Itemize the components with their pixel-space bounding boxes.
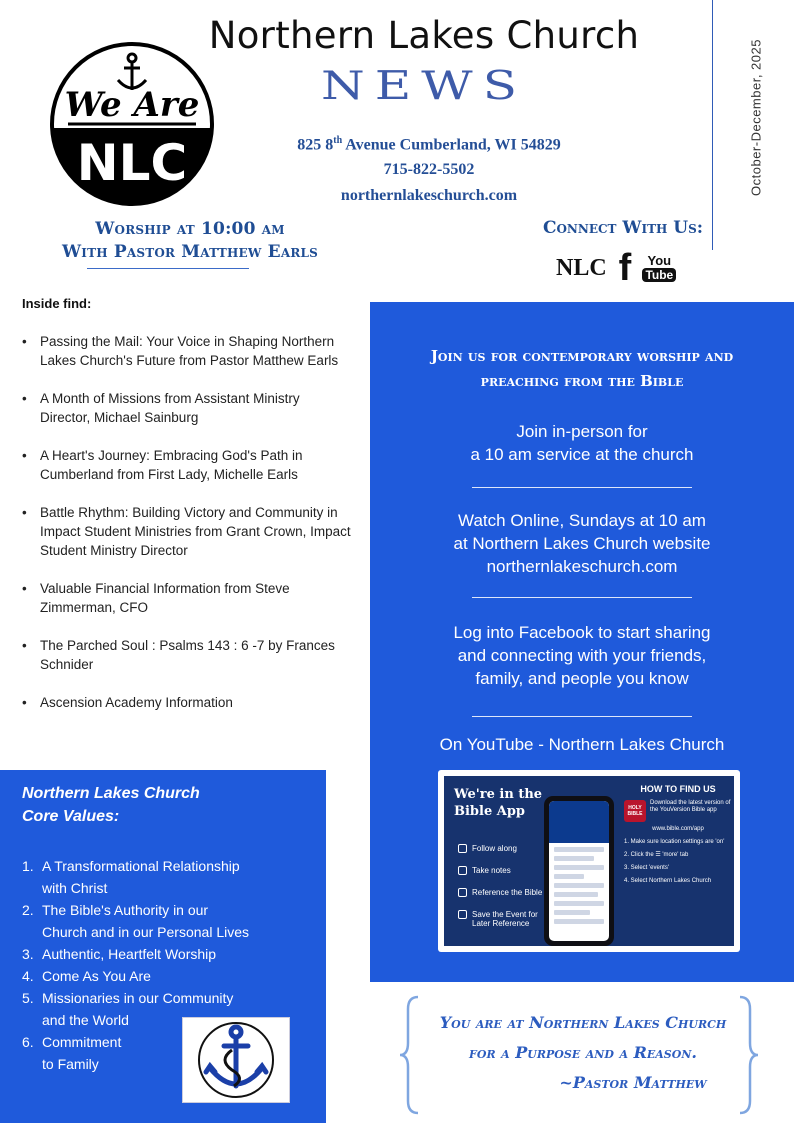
church-logo	[48, 40, 216, 208]
quote-attribution: ~Pastor Matthew	[559, 1073, 707, 1092]
header-divider	[712, 0, 713, 250]
youtube-icon[interactable]: You Tube	[643, 254, 675, 282]
list-item: • Ascension Academy Information	[22, 693, 352, 712]
website-link[interactable]: northernlakeschurch.com	[486, 557, 678, 576]
church-address: 825 8th Avenue Cumberland, WI 54829	[297, 135, 561, 154]
list-item: Follow along	[458, 844, 517, 853]
quote-line-2: for a Purpose and a Reason.	[469, 1043, 697, 1062]
list-item: • A Heart's Journey: Embracing God's Path in Cumberland from First Lady, Michelle Earls	[22, 446, 352, 484]
bible-app-promo[interactable]	[438, 770, 740, 952]
facebook-icon[interactable]: f	[618, 247, 632, 289]
worship-line-1: Worship at 10:00 am	[95, 219, 285, 239]
save-icon	[458, 910, 467, 919]
panel-divider	[472, 487, 692, 488]
nlc-text-icon[interactable]: NLC	[556, 254, 607, 281]
panel-divider	[472, 716, 692, 717]
list-item: 4. Come As You Are	[22, 968, 151, 984]
list-item: • Valuable Financial Information from Steve Zimmerman, CFO	[22, 579, 352, 617]
panel-heading: Join us for contemporary worship and preaching from the Bible	[430, 347, 734, 390]
inside-find-list	[22, 332, 352, 731]
list-item: 2. The Bible's Authority in our Church and in our Personal Lives	[22, 902, 250, 940]
facebook-info: Log into Facebook to start sharing and connecting with your friends, family, and people you know	[453, 623, 711, 688]
list-item: 3. Authentic, Heartfelt Worship	[22, 946, 217, 962]
phone-mockup	[544, 796, 614, 946]
list-item: 6. Commitment to Family	[22, 1034, 122, 1072]
connect-heading: Connect With Us:	[542, 218, 704, 238]
bible-app-icon: HOLY BIBLE	[624, 800, 646, 822]
worship-underline	[87, 268, 249, 269]
anchor-icon	[188, 1020, 284, 1100]
core-values-title: Northern Lakes Church Core Values:	[22, 785, 200, 825]
news-heading: NEWS	[321, 63, 527, 109]
panel-divider	[472, 597, 692, 598]
youtube-info[interactable]: On YouTube - Northern Lakes Church	[439, 735, 725, 754]
social-links	[556, 248, 675, 288]
book-icon	[458, 888, 467, 897]
worship-line-2: With Pastor Matthew Earls	[61, 242, 319, 262]
svg-text:We Are: We Are	[64, 85, 200, 125]
newsletter-title: Northern Lakes Church	[208, 14, 640, 57]
anchor-logo	[182, 1017, 290, 1103]
church-phone: 715-822-5502	[383, 161, 475, 178]
inside-find-heading: Inside find:	[22, 296, 92, 311]
bible-app-title: We're in the Bible App	[454, 787, 543, 819]
list-item: • The Parched Soul : Psalms 143 : 6 -7 by Frances Schnider	[22, 636, 352, 674]
worship-time	[30, 218, 350, 264]
notes-icon	[458, 866, 467, 875]
in-person-info: Join in-person for a 10 am service at the church	[470, 422, 694, 464]
online-info: Watch Online, Sundays at 10 am at Northern Lakes Church website northernlakeschurch.com	[370, 509, 794, 578]
list-item: • A Month of Missions from Assistant Ministry Director, Michael Sainburg	[22, 389, 352, 427]
list-item: • Battle Rhythm: Building Victory and Community in Impact Student Ministries from Grant Crown, Impact Student Ministry Director	[22, 503, 352, 560]
pastor-quote	[400, 1008, 766, 1098]
list-item: Take notes	[458, 866, 511, 875]
list-item: Reference the Bible	[458, 888, 542, 897]
church-website[interactable]: northernlakeschurch.com	[340, 187, 518, 204]
we-are-nlc-logo-icon	[48, 40, 216, 208]
how-to-find-us: HOW TO FIND US HOLY BIBLE Download the latest version of the YouVersion Bible app www.bible.com/app 1. Make sure location settings are 'on' 2. Click the ☰ 'more' tab 3. Select 'events' 4. Select Northern Lakes Church	[624, 784, 731, 884]
list-item: 5. Missionaries in our Community and the World	[22, 990, 234, 1028]
follow-icon	[458, 844, 467, 853]
svg-text:NLC: NLC	[76, 134, 188, 192]
list-item: 1. A Transformational Relationship with Christ	[22, 858, 240, 896]
list-item: • Passing the Mail: Your Voice in Shaping Northern Lakes Church's Future from Pastor Matthew Earls	[22, 332, 352, 370]
quote-line-1: You are at Northern Lakes Church	[439, 1013, 727, 1032]
list-item: Save the Event for Later Reference	[458, 910, 538, 928]
